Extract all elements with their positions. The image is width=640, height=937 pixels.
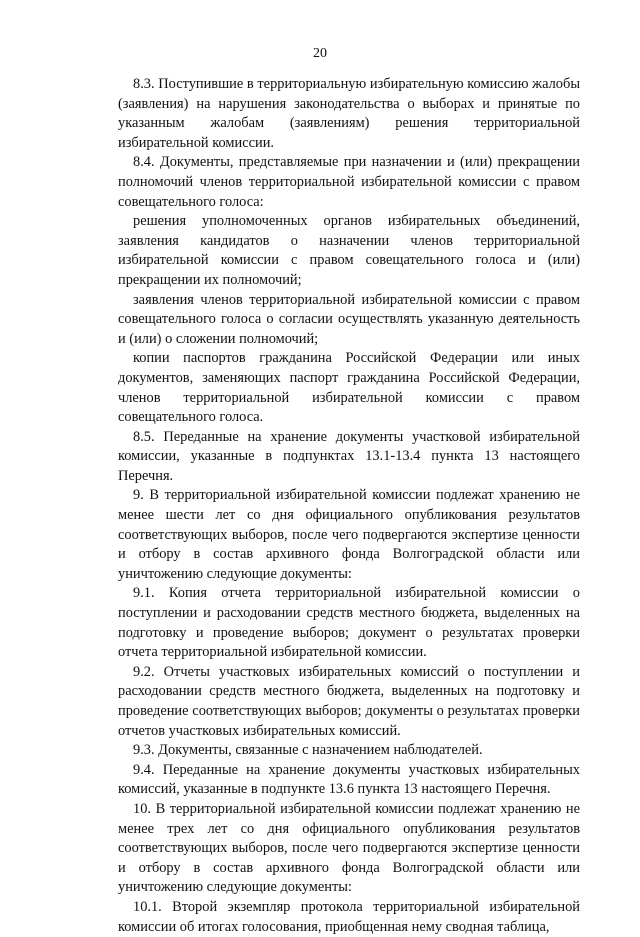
paragraph-10: 10. В территориальной избирательной комиссии подлежат хранению не менее трех лет со дня официального опубликования результатов соответствующих выборов, после чего подвергаются экспертизе ценности и отбору в состав архивного фонда Волгоградской области или уничтожению следующие документы: — [118, 800, 580, 896]
paragraph-9-4: 9.4. Переданные на хранение документы участковых избирательных комиссий, указанные в подпункте 13.6 пункта 13 настоящего Перечня. — [118, 761, 580, 798]
page-number: 20 — [313, 46, 327, 61]
paragraph-9-2: 9.2. Отчеты участковых избирательных комиссий о поступлении и расходовании средств местного бюджета, выделенных на подготовку и проведение соответствующих выборов; документы о результатах проверки отчетов участковых избирательных комиссий. — [118, 663, 580, 739]
paragraph-9-3: 9.3. Документы, связанные с назначением наблюдателей. — [133, 742, 483, 759]
paragraph-9: 9. В территориальной избирательной комиссии подлежат хранению не менее шести лет со дня официального опубликования результатов соответствующих выборов, после чего подвергаются экспертизе ценности и отбору в состав архивного фонда Волгоградской области или уничтожению следующие документы: — [118, 487, 580, 582]
paragraph-8-4-item-decisions: решения уполномоченных органов избирательных объединений, заявления кандидатов о назначении членов территориальной избирательной комиссии с правом совещательного голоса и (или) прекращении их полномочий; — [118, 213, 580, 288]
paragraph-8-4-item-passports: копии паспортов гражданина Российской Федерации или иных документов, заменяющих паспорт гражданина Российской Федерации, членов территориальной избирательной комиссии с правом совещательного голоса. — [118, 350, 580, 426]
paragraph-8-3: 8.3. Поступившие в территориальную избирательную комиссию жалобы (заявления) на нарушения законодательства о выборах и принятые по указанным жалобам (заявлениям) решения территориальной избирательной комиссии. — [118, 76, 580, 151]
paragraph-10-1: 10.1. Второй экземпляр протокола территориальной избирательной комиссии об итогах голосования, приобщенная нему сводная таблица, — [118, 898, 580, 935]
document-body — [118, 75, 580, 937]
paragraph-8-4: 8.4. Документы, представляемые при назначении и (или) прекращении полномочий членов территориальной избирательной комиссии с правом совещательного голоса: — [118, 154, 580, 210]
paragraph-8-4-item-statements: заявления членов территориальной избирательной комиссии с правом совещательного голоса о согласии осуществлять указанную деятельность и (или) о сложении полномочий; — [118, 291, 580, 347]
paragraph-9-1: 9.1. Копия отчета территориальной избирательной комиссии о поступлении и расходовании средств местного бюджета, выделенных на подготовку и проведение выборов; документ о результатах проверки отчета территориальной избирательной комиссии. — [118, 585, 580, 661]
paragraph-8-5: 8.5. Переданные на хранение документы участковой избирательной комиссии, указанные в подпунктах 13.1-13.4 пункта 13 настоящего Перечня. — [118, 428, 580, 484]
